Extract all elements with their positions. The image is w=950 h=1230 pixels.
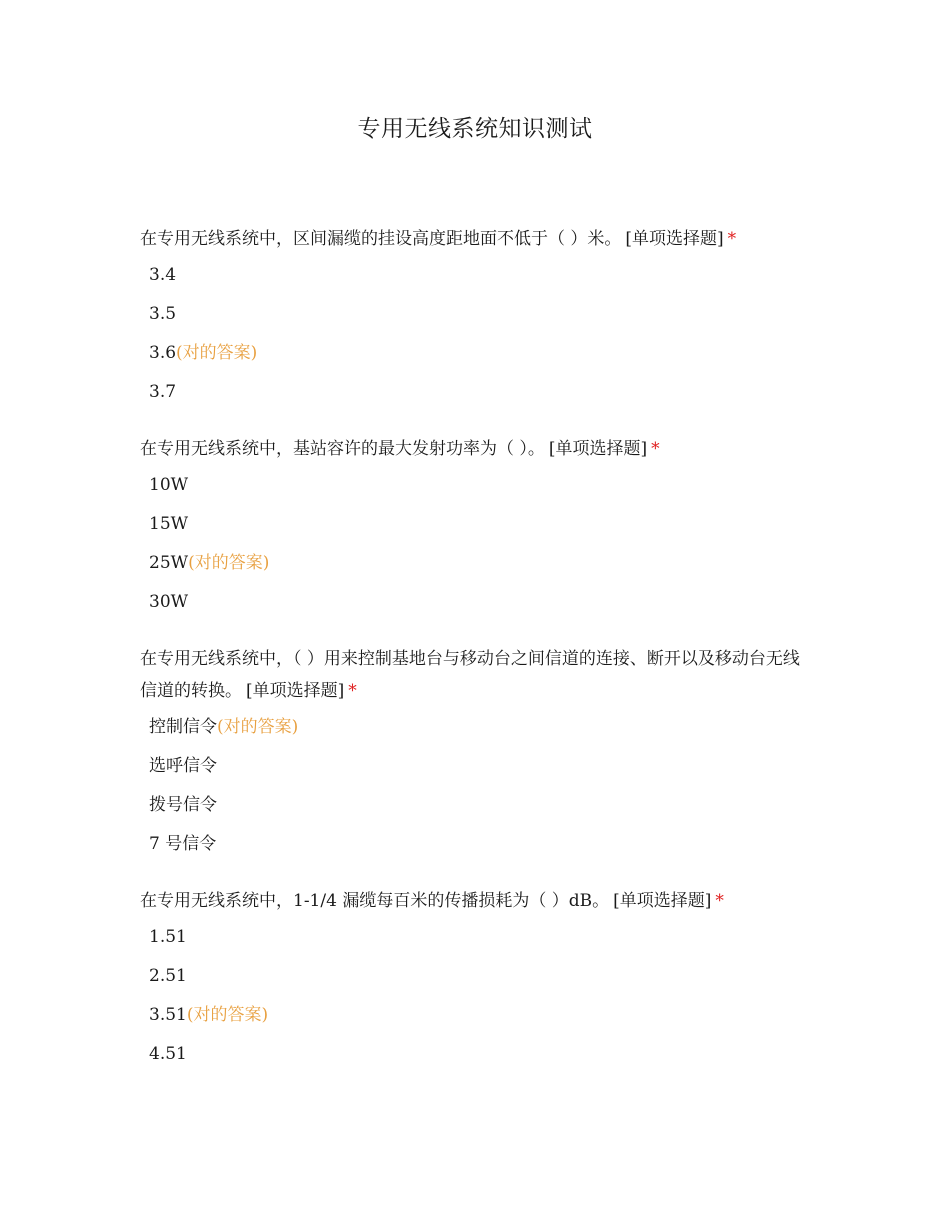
required-mark: * xyxy=(348,681,357,701)
option-label: 7 号信令 xyxy=(149,834,217,854)
options-list xyxy=(140,715,810,871)
required-mark: * xyxy=(715,891,724,911)
option-item xyxy=(140,754,810,793)
options-list xyxy=(140,263,810,419)
option-item xyxy=(140,380,810,419)
option-label: 3.5 xyxy=(149,304,177,324)
option-item xyxy=(140,793,810,832)
option-item xyxy=(140,832,810,871)
required-mark: * xyxy=(727,229,737,249)
option-item xyxy=(140,473,810,512)
correct-answer-note: (对的答案) xyxy=(217,717,299,737)
question-type: [单项选择题] xyxy=(625,229,724,249)
correct-answer-note: (对的答案) xyxy=(176,343,258,363)
required-mark: * xyxy=(651,439,660,459)
option-item xyxy=(140,341,810,380)
option-label: 25W xyxy=(149,553,189,573)
question-4-stem: 在专用无线系统中，1-1/4 漏缆每百米的传播损耗为（ ）dB。 xyxy=(140,891,610,911)
question-text xyxy=(140,223,810,255)
option-item xyxy=(140,964,810,1003)
option-label: 3.51 xyxy=(149,1005,187,1025)
option-item xyxy=(140,715,810,754)
option-label: 10W xyxy=(149,475,189,495)
option-item xyxy=(140,925,810,964)
option-item xyxy=(140,512,810,551)
option-label: 1.51 xyxy=(149,927,187,947)
question-2-stem: 在专用无线系统中，基站容许的最大发射功率为（ ）。 xyxy=(140,439,545,459)
option-item xyxy=(140,263,810,302)
question-text xyxy=(140,433,810,465)
correct-answer-note: (对的答案) xyxy=(188,553,270,573)
question-type: [单项选择题] xyxy=(613,891,712,911)
page-title: 专用无线系统知识测试 xyxy=(357,116,593,142)
option-item xyxy=(140,551,810,590)
option-label: 3.7 xyxy=(149,382,177,402)
option-label: 2.51 xyxy=(149,966,187,986)
question-1-stem: 在专用无线系统中，区间漏缆的挂设高度距地面不低于（ ）米。 xyxy=(140,229,622,249)
option-label: 3.4 xyxy=(149,265,177,285)
option-label: 3.6 xyxy=(149,343,177,363)
option-label: 15W xyxy=(149,514,189,534)
question-text xyxy=(140,643,810,707)
question-3-stem: 在专用无线系统中，（ ）用来控制基地台与移动台之间信道的连接、断开以及移动台无线信道的转换。 xyxy=(140,649,800,701)
option-label: 选呼信令 xyxy=(149,756,217,776)
option-item xyxy=(140,1042,810,1081)
question-type: [单项选择题] xyxy=(548,439,648,459)
option-label: 控制信令 xyxy=(149,717,217,737)
option-label: 4.51 xyxy=(149,1044,187,1064)
option-item xyxy=(140,302,810,341)
correct-answer-note: (对的答案) xyxy=(186,1005,269,1025)
option-item xyxy=(140,1003,810,1042)
options-list xyxy=(140,473,810,629)
question-text xyxy=(140,885,810,917)
question-3 xyxy=(140,643,810,871)
option-label: 30W xyxy=(149,592,189,612)
option-label: 拨号信令 xyxy=(149,795,217,815)
question-1 xyxy=(140,223,810,419)
question-type: [单项选择题] xyxy=(246,681,345,701)
question-2 xyxy=(140,433,810,629)
options-list xyxy=(140,925,810,1081)
option-item xyxy=(140,590,810,629)
question-4 xyxy=(140,885,810,1081)
